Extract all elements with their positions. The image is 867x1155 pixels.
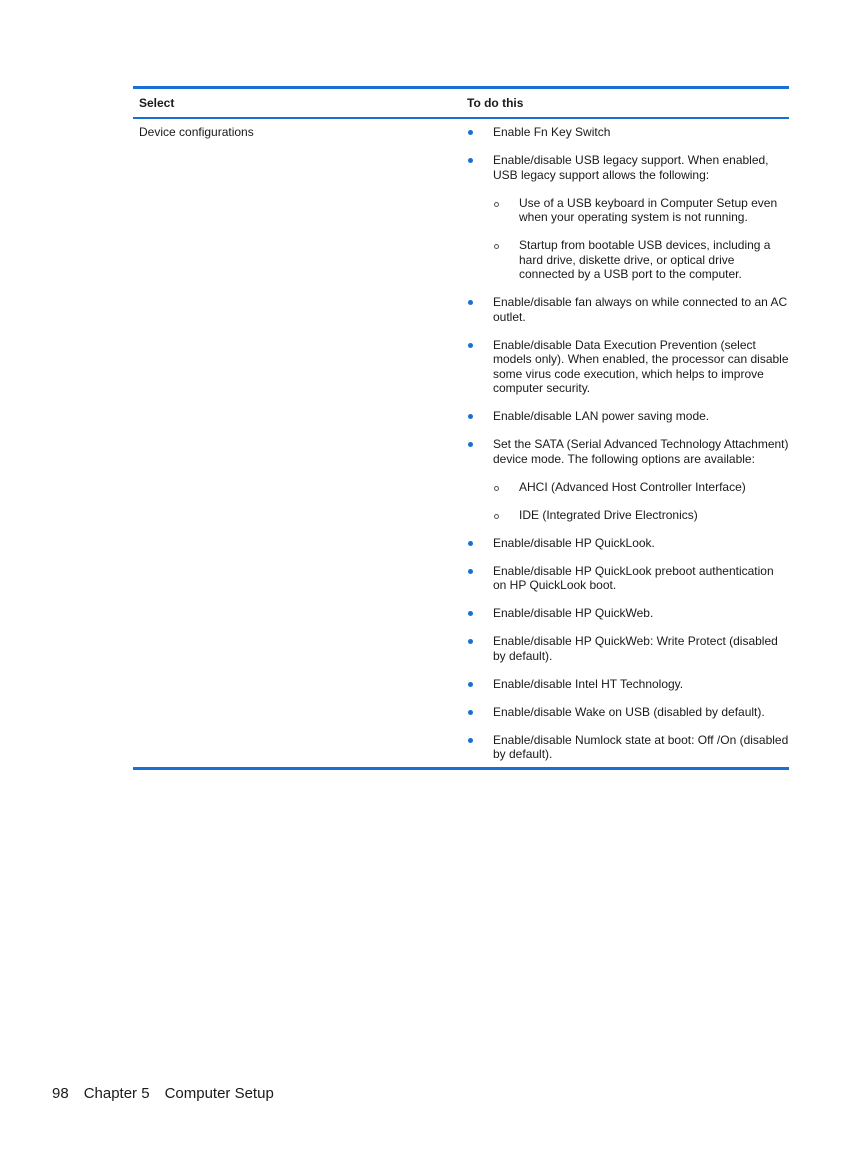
list-item — [467, 634, 789, 663]
list-item — [467, 409, 789, 424]
list-item-text: Enable/disable HP QuickWeb. — [493, 606, 654, 620]
chapter-label: Chapter 5 — [83, 1085, 150, 1102]
sub-list-item-text: IDE (Integrated Drive Electronics) — [519, 507, 698, 522]
list-item-text: Enable Fn Key Switch — [493, 125, 611, 139]
bullet-icon — [468, 569, 473, 574]
bullet-icon — [468, 442, 473, 447]
bullet-icon — [468, 710, 473, 715]
sub-list-item — [493, 480, 789, 495]
list-item — [467, 295, 789, 324]
table-header-row — [133, 89, 789, 117]
hollow-bullet-icon — [494, 244, 499, 249]
row-todo-cell — [461, 125, 789, 762]
list-item-text: Enable/disable HP QuickLook. — [493, 535, 655, 550]
hollow-bullet-icon — [494, 202, 499, 207]
page-number: 98 — [52, 1085, 69, 1102]
bullet-icon — [468, 738, 473, 743]
list-item — [467, 606, 789, 621]
list-item-text: Enable/disable USB legacy support. When enabled, USB legacy support allows the following: — [493, 153, 769, 182]
list-item-text: Enable/disable HP QuickWeb: Write Protect (disabled by default). — [493, 634, 778, 663]
bullet-icon — [468, 414, 473, 419]
bullet-icon — [468, 639, 473, 644]
bullet-icon — [468, 682, 473, 687]
list-item — [467, 153, 789, 282]
settings-table — [133, 86, 789, 770]
list-item — [467, 677, 789, 692]
bullet-icon — [468, 130, 473, 135]
list-item-text: Enable/disable Numlock state at boot: Off /On (disabled by default). — [493, 732, 789, 761]
bullet-icon — [468, 300, 473, 305]
page-footer — [52, 1085, 274, 1102]
row-select-label: Device configurations — [139, 125, 254, 139]
sub-list — [493, 196, 789, 282]
list-item-text: Enable/disable Wake on USB (disabled by default). — [493, 704, 765, 719]
list-item-text: Enable/disable Data Execution Prevention (select models only). When enabled, the processor can disable some virus code execution, which helps to improve computer security. — [493, 337, 789, 395]
list-item — [467, 733, 789, 762]
hollow-bullet-icon — [494, 486, 499, 491]
list-item-text: Enable/disable Intel HT Technology. — [493, 676, 684, 691]
list-item — [467, 338, 789, 396]
sub-list-item — [493, 196, 789, 225]
list-item-text: Enable/disable fan always on while connected to an AC outlet. — [493, 295, 788, 324]
sub-list-item-text: AHCI (Advanced Host Controller Interface) — [519, 479, 746, 494]
bullet-icon — [468, 158, 473, 163]
table-row — [133, 119, 789, 762]
sub-list — [493, 480, 789, 523]
list-item-text: Enable/disable HP QuickLook preboot authentication on HP QuickLook boot. — [493, 563, 774, 592]
column-header-select: Select — [139, 96, 175, 110]
table-bottom-rule — [133, 767, 789, 770]
list-item — [467, 125, 789, 140]
list-item-text: Enable/disable LAN power saving mode. — [493, 409, 710, 423]
bullet-icon — [468, 611, 473, 616]
sub-list-item — [493, 508, 789, 523]
list-item — [467, 564, 789, 593]
sub-list-item — [493, 238, 789, 282]
bullet-icon — [468, 541, 473, 546]
list-item — [467, 536, 789, 551]
todo-list — [467, 125, 789, 762]
list-item-text: Set the SATA (Serial Advanced Technology Attachment) device mode. The following options are available: — [493, 437, 789, 466]
chapter-title: Computer Setup — [164, 1085, 274, 1102]
hollow-bullet-icon — [494, 514, 499, 519]
list-item — [467, 437, 789, 522]
sub-list-item-text: Use of a USB keyboard in Computer Setup even when your operating system is not running. — [519, 195, 778, 224]
list-item — [467, 705, 789, 720]
bullet-icon — [468, 343, 473, 348]
sub-list-item-text: Startup from bootable USB devices, including a hard drive, diskette drive, or optical drive connected by a USB port to the computer. — [519, 238, 771, 281]
column-header-todo: To do this — [467, 96, 524, 110]
